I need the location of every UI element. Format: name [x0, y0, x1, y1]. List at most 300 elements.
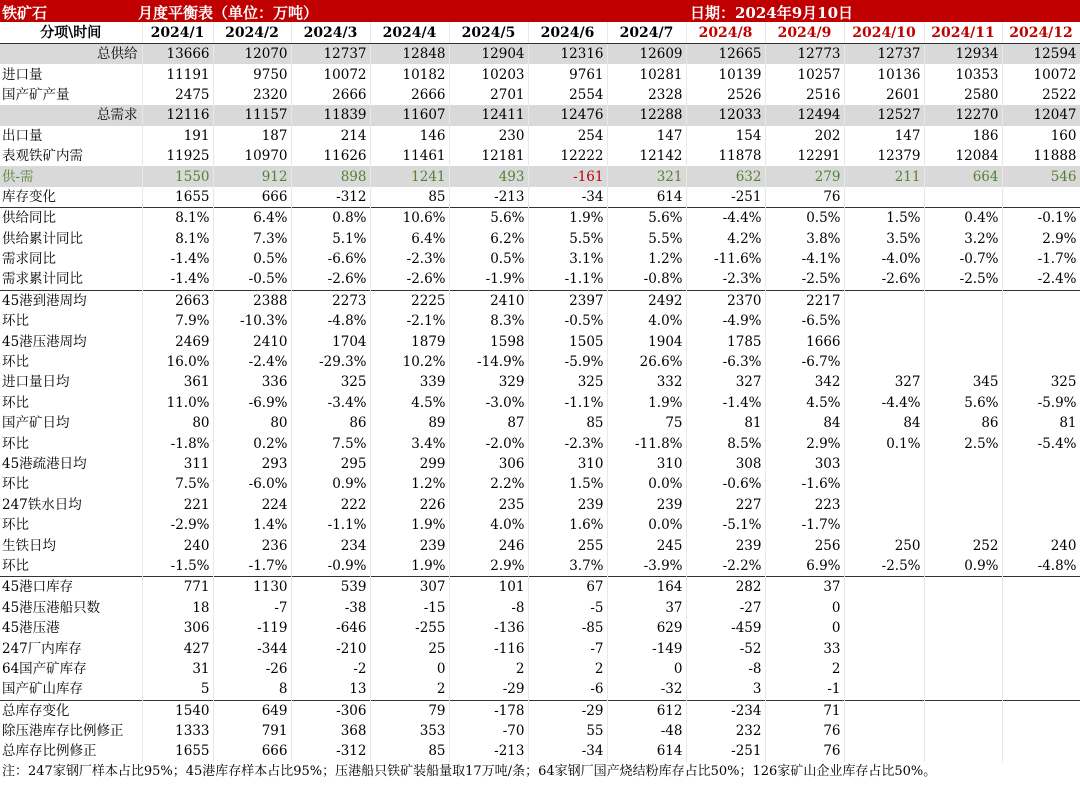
table-row — [0, 166, 1080, 186]
table-cell: -2.4% — [1002, 269, 1080, 290]
table-cell: 12904 — [449, 44, 528, 65]
table-cell: -6.9% — [213, 393, 291, 413]
table-cell: -2.6% — [844, 269, 924, 290]
table-cell: 37 — [607, 598, 686, 618]
table-cell: 361 — [142, 372, 213, 392]
table-cell: 2 — [765, 659, 844, 679]
table-cell: -3.0% — [449, 393, 528, 413]
table-cell: 101 — [449, 577, 528, 598]
table-cell: 10072 — [291, 64, 370, 84]
row-label: 45港压港周均 — [0, 331, 142, 351]
table-cell: -11.6% — [686, 249, 765, 269]
table-cell: 2701 — [449, 85, 528, 105]
header-month: 2024/8 — [686, 22, 765, 44]
table-cell: -2.0% — [449, 433, 528, 453]
table-cell: -1.4% — [142, 249, 213, 269]
table-cell: -2.3% — [370, 249, 449, 269]
table-cell — [844, 577, 924, 598]
row-label: 环比 — [0, 433, 142, 453]
table-cell: -5 — [528, 598, 607, 618]
row-label: 需求累计同比 — [0, 269, 142, 290]
table-cell: -119 — [213, 618, 291, 638]
table-cell: 5.5% — [528, 229, 607, 249]
table-cell: 2516 — [765, 85, 844, 105]
table-cell: 0.1% — [844, 433, 924, 453]
table-cell: 282 — [686, 577, 765, 598]
table-cell: 325 — [291, 372, 370, 392]
table-cell: 2217 — [765, 290, 844, 311]
table-cell: 10136 — [844, 64, 924, 84]
table-cell: 306 — [449, 454, 528, 474]
table-cell — [844, 352, 924, 372]
table-cell: 0.5% — [449, 249, 528, 269]
table-cell: -4.0% — [844, 249, 924, 269]
table-cell: 3.2% — [924, 229, 1002, 249]
table-cell: -1 — [765, 679, 844, 700]
table-cell: 12527 — [844, 105, 924, 125]
table-cell — [844, 721, 924, 741]
table-cell: -161 — [528, 166, 607, 186]
header-month: 2024/4 — [370, 22, 449, 44]
table-cell — [924, 187, 1002, 208]
table-cell: 0 — [370, 659, 449, 679]
table-cell: 85 — [370, 741, 449, 761]
table-cell: 11157 — [213, 105, 291, 125]
table-cell: 12594 — [1002, 44, 1080, 65]
table-cell: 81 — [1002, 413, 1080, 433]
table-cell: -2.1% — [370, 311, 449, 331]
table-cell: 771 — [142, 577, 213, 598]
table-cell: 239 — [607, 495, 686, 515]
table-cell: 239 — [686, 535, 765, 555]
table-cell: -1.7% — [1002, 249, 1080, 269]
table-cell: 2370 — [686, 290, 765, 311]
table-cell: -4.9% — [686, 311, 765, 331]
table-cell: -344 — [213, 638, 291, 658]
table-cell: -29 — [449, 679, 528, 700]
table-cell: -0.1% — [1002, 208, 1080, 229]
table-cell — [844, 638, 924, 658]
table-cell: -38 — [291, 598, 370, 618]
table-cell: -459 — [686, 618, 765, 638]
row-label: 供-需 — [0, 166, 142, 186]
report-date: 日期：2024年9月10日 — [690, 4, 854, 22]
table-cell: -5.1% — [686, 515, 765, 535]
table-cell: 246 — [449, 535, 528, 555]
table-cell: 245 — [607, 535, 686, 555]
row-label: 45港疏港日均 — [0, 454, 142, 474]
table-cell: 1505 — [528, 331, 607, 351]
table-cell: -2.5% — [924, 269, 1002, 290]
table-cell: 2666 — [370, 85, 449, 105]
table-cell: 2.9% — [765, 433, 844, 453]
table-cell: 299 — [370, 454, 449, 474]
table-cell: 368 — [291, 721, 370, 741]
table-cell: -29.3% — [291, 352, 370, 372]
table-cell: 3.5% — [844, 229, 924, 249]
table-cell: 154 — [686, 126, 765, 146]
table-cell: 1904 — [607, 331, 686, 351]
table-cell: 187 — [213, 126, 291, 146]
table-cell: 666 — [213, 187, 291, 208]
table-cell: -1.7% — [765, 515, 844, 535]
table-row — [0, 146, 1080, 166]
table-cell: 1704 — [291, 331, 370, 351]
table-cell: 8.3% — [449, 311, 528, 331]
table-cell: -251 — [686, 187, 765, 208]
table-cell: -213 — [449, 741, 528, 761]
table-cell: 327 — [686, 372, 765, 392]
table-cell: 0.9% — [291, 474, 370, 494]
table-cell — [844, 454, 924, 474]
table-cell: 612 — [607, 700, 686, 721]
table-cell: 539 — [291, 577, 370, 598]
table-cell: 31 — [142, 659, 213, 679]
table-cell: 332 — [607, 372, 686, 392]
table-cell: 8.5% — [686, 433, 765, 453]
table-cell — [1002, 311, 1080, 331]
table-cell: 0.9% — [924, 556, 1002, 577]
table-cell: 11461 — [370, 146, 449, 166]
table-cell — [1002, 721, 1080, 741]
table-cell — [1002, 515, 1080, 535]
table-cell — [924, 659, 1002, 679]
table-cell: 239 — [528, 495, 607, 515]
table-cell: -6.0% — [213, 474, 291, 494]
row-label: 供给累计同比 — [0, 229, 142, 249]
table-cell: -1.1% — [528, 393, 607, 413]
table-cell: 12773 — [765, 44, 844, 65]
row-label: 环比 — [0, 515, 142, 535]
table-cell: 2320 — [213, 85, 291, 105]
table-row — [0, 187, 1080, 208]
table-cell: 11839 — [291, 105, 370, 125]
table-cell: 12033 — [686, 105, 765, 125]
table-cell: 2328 — [607, 85, 686, 105]
row-label: 进口量日均 — [0, 372, 142, 392]
table-cell — [844, 679, 924, 700]
table-row — [0, 64, 1080, 84]
table-cell: -6.5% — [765, 311, 844, 331]
table-cell: 2388 — [213, 290, 291, 311]
header-month: 2024/3 — [291, 22, 370, 44]
table-cell: 791 — [213, 721, 291, 741]
table-cell: 11888 — [1002, 146, 1080, 166]
table-cell: 85 — [370, 187, 449, 208]
table-cell: -32 — [607, 679, 686, 700]
table-cell: 307 — [370, 577, 449, 598]
row-label: 库存变化 — [0, 187, 142, 208]
table-row — [0, 249, 1080, 269]
table-cell: 427 — [142, 638, 213, 658]
row-label: 总库存变化 — [0, 700, 142, 721]
table-cell — [1002, 187, 1080, 208]
table-cell: 1.9% — [370, 515, 449, 535]
table-cell: 191 — [142, 126, 213, 146]
table-cell: 632 — [686, 166, 765, 186]
table-cell: 235 — [449, 495, 528, 515]
table-cell: 12934 — [924, 44, 1002, 65]
table-cell: -1.4% — [686, 393, 765, 413]
table-row — [0, 290, 1080, 311]
table-cell: 1666 — [765, 331, 844, 351]
table-cell — [924, 495, 1002, 515]
table-cell — [924, 679, 1002, 700]
header-month: 2024/9 — [765, 22, 844, 44]
table-cell: 293 — [213, 454, 291, 474]
table-cell: 2601 — [844, 85, 924, 105]
table-cell — [844, 187, 924, 208]
table-cell: 1.4% — [213, 515, 291, 535]
table-cell — [1002, 598, 1080, 618]
table-cell: 666 — [213, 741, 291, 761]
table-cell: -5.9% — [1002, 393, 1080, 413]
header-month: 2024/2 — [213, 22, 291, 44]
table-cell: 2492 — [607, 290, 686, 311]
table-cell: 11626 — [291, 146, 370, 166]
table-cell: 898 — [291, 166, 370, 186]
table-cell: 55 — [528, 721, 607, 741]
table-cell: 11607 — [370, 105, 449, 125]
table-cell: 164 — [607, 577, 686, 598]
table-cell: 8 — [213, 679, 291, 700]
table-cell: 342 — [765, 372, 844, 392]
table-cell: 86 — [291, 413, 370, 433]
table-cell: 10281 — [607, 64, 686, 84]
table-cell: -29 — [528, 700, 607, 721]
table-cell: 0.0% — [607, 474, 686, 494]
table-cell: 240 — [142, 535, 213, 555]
table-cell: -8 — [449, 598, 528, 618]
table-cell: 81 — [686, 413, 765, 433]
table-cell: 223 — [765, 495, 844, 515]
table-cell — [1002, 659, 1080, 679]
table-cell — [924, 638, 1002, 658]
header-month: 2024/10 — [844, 22, 924, 44]
table-cell: 10.6% — [370, 208, 449, 229]
table-cell: 10182 — [370, 64, 449, 84]
table-cell — [924, 741, 1002, 761]
table-cell: 12070 — [213, 44, 291, 65]
table-cell: 5.6% — [607, 208, 686, 229]
table-cell — [844, 598, 924, 618]
table-cell: 5.6% — [924, 393, 1002, 413]
table-cell: 1.5% — [844, 208, 924, 229]
table-row — [0, 515, 1080, 535]
table-cell — [924, 454, 1002, 474]
table-cell: -70 — [449, 721, 528, 741]
table-cell: 202 — [765, 126, 844, 146]
table-cell: 236 — [213, 535, 291, 555]
table-cell: 75 — [607, 413, 686, 433]
table-cell: 0.0% — [607, 515, 686, 535]
table-cell — [924, 577, 1002, 598]
table-cell: -1.5% — [142, 556, 213, 577]
table-cell: 2.2% — [449, 474, 528, 494]
table-cell: 2 — [528, 659, 607, 679]
table-cell: 329 — [449, 372, 528, 392]
table-cell: 10257 — [765, 64, 844, 84]
table-cell: 12047 — [1002, 105, 1080, 125]
table-cell: -4.8% — [1002, 556, 1080, 577]
table-cell: 11878 — [686, 146, 765, 166]
table-cell: 912 — [213, 166, 291, 186]
table-cell: 84 — [765, 413, 844, 433]
table-cell: -11.8% — [607, 433, 686, 453]
table-cell: 11.0% — [142, 393, 213, 413]
table-cell: -2.9% — [142, 515, 213, 535]
table-cell: 0 — [765, 598, 844, 618]
table-cell: 84 — [844, 413, 924, 433]
table-cell: 2.5% — [924, 433, 1002, 453]
table-row — [0, 413, 1080, 433]
table-cell: 7.5% — [142, 474, 213, 494]
row-label: 环比 — [0, 393, 142, 413]
table-cell: -210 — [291, 638, 370, 658]
table-cell: -27 — [686, 598, 765, 618]
table-cell: -0.5% — [528, 311, 607, 331]
table-cell: 10.2% — [370, 352, 449, 372]
table-cell: -10.3% — [213, 311, 291, 331]
table-cell: 11191 — [142, 64, 213, 84]
table-cell — [844, 700, 924, 721]
table-cell: 230 — [449, 126, 528, 146]
table-cell: -34 — [528, 741, 607, 761]
row-label: 环比 — [0, 311, 142, 331]
row-label: 生铁日均 — [0, 535, 142, 555]
table-cell: 614 — [607, 741, 686, 761]
table-cell: 12116 — [142, 105, 213, 125]
table-cell: -7 — [213, 598, 291, 618]
row-label: 247厂内库存 — [0, 638, 142, 658]
table-cell: -15 — [370, 598, 449, 618]
table-cell: -6 — [528, 679, 607, 700]
table-row — [0, 598, 1080, 618]
table-cell: 255 — [528, 535, 607, 555]
row-label: 需求同比 — [0, 249, 142, 269]
table-cell: -5.4% — [1002, 433, 1080, 453]
table-cell — [924, 474, 1002, 494]
table-cell: 12665 — [686, 44, 765, 65]
table-row — [0, 44, 1080, 65]
table-cell: -178 — [449, 700, 528, 721]
header-month: 2024/1 — [142, 22, 213, 44]
table-cell: 339 — [370, 372, 449, 392]
row-label: 环比 — [0, 474, 142, 494]
table-cell — [1002, 741, 1080, 761]
table-cell — [844, 659, 924, 679]
table-cell: 7.9% — [142, 311, 213, 331]
table-cell: 1.2% — [607, 249, 686, 269]
table-row — [0, 433, 1080, 453]
table-cell — [924, 721, 1002, 741]
table-cell: 12270 — [924, 105, 1002, 125]
row-label: 国产矿日均 — [0, 413, 142, 433]
table-cell — [844, 495, 924, 515]
table-cell: 12316 — [528, 44, 607, 65]
table-cell: 5.5% — [607, 229, 686, 249]
table-cell: 4.2% — [686, 229, 765, 249]
table-cell: 12379 — [844, 146, 924, 166]
table-cell — [924, 311, 1002, 331]
table-cell: 11925 — [142, 146, 213, 166]
table-cell: 76 — [765, 187, 844, 208]
table-cell — [1002, 331, 1080, 351]
commodity-title: 铁矿石 — [2, 4, 48, 22]
table-cell: -2.6% — [370, 269, 449, 290]
table-cell: 211 — [844, 166, 924, 186]
table-cell: -1.4% — [142, 269, 213, 290]
table-cell: 12181 — [449, 146, 528, 166]
table-body — [0, 44, 1080, 762]
table-cell: 240 — [1002, 535, 1080, 555]
table-row — [0, 85, 1080, 105]
table-row — [0, 741, 1080, 761]
table-cell: 221 — [142, 495, 213, 515]
table-row — [0, 352, 1080, 372]
table-cell: 9761 — [528, 64, 607, 84]
row-label: 45港口库存 — [0, 577, 142, 598]
table-cell: 3.1% — [528, 249, 607, 269]
table-cell: 89 — [370, 413, 449, 433]
table-cell — [924, 352, 1002, 372]
table-cell: 33 — [765, 638, 844, 658]
row-label: 45港压港 — [0, 618, 142, 638]
table-cell: -2.2% — [686, 556, 765, 577]
table-row — [0, 229, 1080, 249]
table-cell: 13 — [291, 679, 370, 700]
table-cell — [844, 311, 924, 331]
table-cell: -14.9% — [449, 352, 528, 372]
table-cell: -2.4% — [213, 352, 291, 372]
table-cell: 12737 — [291, 44, 370, 65]
table-cell: -85 — [528, 618, 607, 638]
table-cell — [1002, 700, 1080, 721]
table-cell: -6.3% — [686, 352, 765, 372]
table-cell: 12737 — [844, 44, 924, 65]
table-row — [0, 577, 1080, 598]
table-cell: -0.9% — [291, 556, 370, 577]
row-label: 45港到港周均 — [0, 290, 142, 311]
table-cell: 12476 — [528, 105, 607, 125]
table-cell: -213 — [449, 187, 528, 208]
table-cell: 252 — [924, 535, 1002, 555]
table-cell — [844, 618, 924, 638]
table-cell: 186 — [924, 126, 1002, 146]
table-cell: 9750 — [213, 64, 291, 84]
row-label: 出口量 — [0, 126, 142, 146]
table-cell: -26 — [213, 659, 291, 679]
row-label: 64国产矿库存 — [0, 659, 142, 679]
table-row — [0, 638, 1080, 658]
table-cell: 12848 — [370, 44, 449, 65]
table-cell: 76 — [765, 741, 844, 761]
row-label: 供给同比 — [0, 208, 142, 229]
table-cell: -646 — [291, 618, 370, 638]
table-cell: 5.6% — [449, 208, 528, 229]
table-cell: 12222 — [528, 146, 607, 166]
table-cell: -1.7% — [213, 556, 291, 577]
table-cell — [1002, 290, 1080, 311]
table-cell: 2273 — [291, 290, 370, 311]
row-label: 45港压港船只数 — [0, 598, 142, 618]
table-cell: 87 — [449, 413, 528, 433]
table-row — [0, 556, 1080, 577]
table-cell: -48 — [607, 721, 686, 741]
table-cell: 12609 — [607, 44, 686, 65]
table-cell: 1.9% — [607, 393, 686, 413]
table-cell: 214 — [291, 126, 370, 146]
